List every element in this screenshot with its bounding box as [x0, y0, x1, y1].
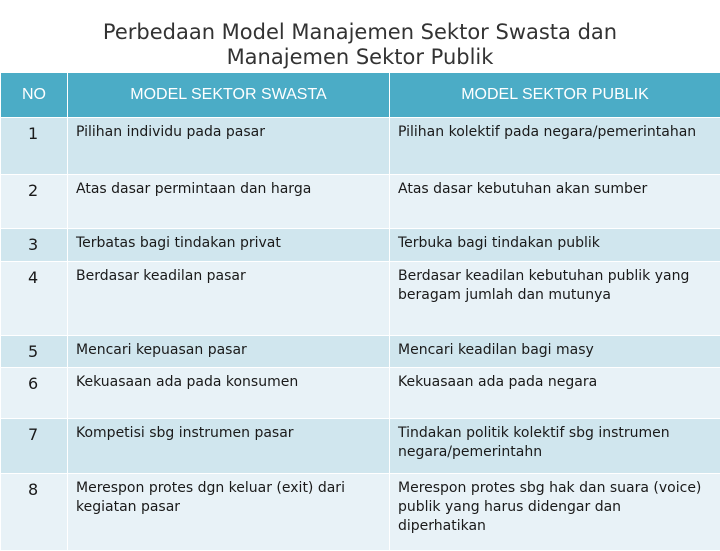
comparison-table-container — [0, 72, 720, 551]
row-number: 2 — [1, 175, 68, 229]
cell-swasta: Kompetisi sbg instrumen pasar — [68, 419, 390, 474]
header-sektor-publik: MODEL SEKTOR PUBLIK — [390, 73, 720, 118]
cell-publik: Berdasar keadilan kebutuhan publik yang beragam jumlah dan mutunya — [390, 262, 720, 336]
row-number: 7 — [1, 419, 68, 474]
row-number: 8 — [1, 474, 68, 551]
table-row — [1, 262, 720, 336]
cell-publik: Kekuasaan ada pada negara — [390, 368, 720, 419]
title-line-1: Perbedaan Model Manajemen Sektor Swasta dan — [0, 20, 720, 45]
row-number: 1 — [1, 118, 68, 175]
row-number: 4 — [1, 262, 68, 336]
table-header-row — [1, 73, 720, 118]
cell-swasta: Kekuasaan ada pada konsumen — [68, 368, 390, 419]
cell-publik: Merespon protes sbg hak dan suara (voice) publik yang harus didengar dan diperhatikan — [390, 474, 720, 551]
cell-publik: Pilihan kolektif pada negara/pemerintahan — [390, 118, 720, 175]
header-sektor-swasta: MODEL SEKTOR SWASTA — [68, 73, 390, 118]
header-no: NO — [1, 73, 68, 118]
table-row — [1, 368, 720, 419]
page-title — [0, 20, 720, 70]
table-row — [1, 419, 720, 474]
cell-swasta: Merespon protes dgn keluar (exit) dari kegiatan pasar — [68, 474, 390, 551]
table-row — [1, 118, 720, 175]
table-row — [1, 336, 720, 368]
cell-swasta: Berdasar keadilan pasar — [68, 262, 390, 336]
table-row — [1, 229, 720, 262]
title-line-2: Manajemen Sektor Publik — [0, 45, 720, 70]
row-number: 5 — [1, 336, 68, 368]
table-row — [1, 474, 720, 551]
cell-publik: Mencari keadilan bagi masy — [390, 336, 720, 368]
cell-swasta: Atas dasar permintaan dan harga — [68, 175, 390, 229]
cell-publik: Terbuka bagi tindakan publik — [390, 229, 720, 262]
row-number: 3 — [1, 229, 68, 262]
cell-publik: Tindakan politik kolektif sbg instrumen negara/pemerintahn — [390, 419, 720, 474]
cell-swasta: Mencari kepuasan pasar — [68, 336, 390, 368]
comparison-table — [0, 72, 720, 551]
table-row — [1, 175, 720, 229]
row-number: 6 — [1, 368, 68, 419]
cell-swasta: Pilihan individu pada pasar — [68, 118, 390, 175]
cell-swasta: Terbatas bagi tindakan privat — [68, 229, 390, 262]
cell-publik: Atas dasar kebutuhan akan sumber — [390, 175, 720, 229]
